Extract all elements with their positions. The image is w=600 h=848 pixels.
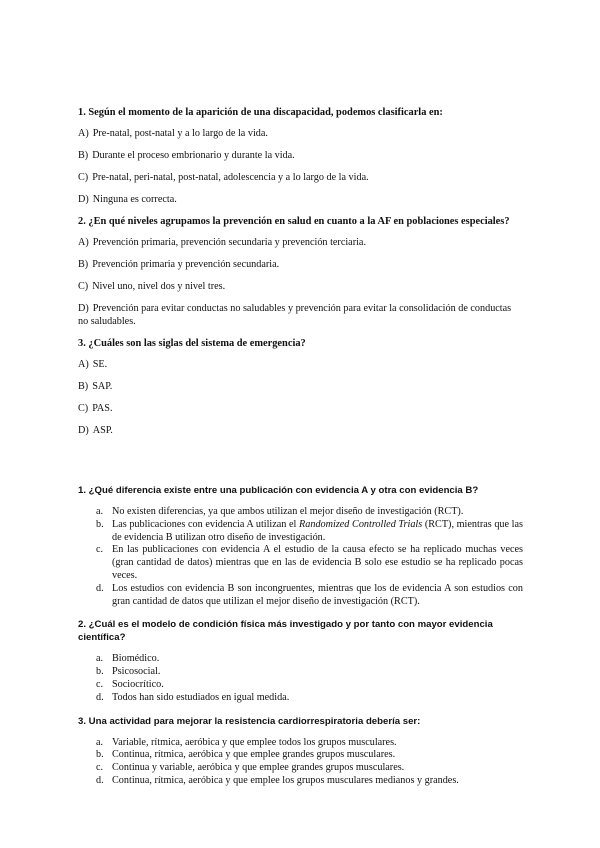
question-block	[78, 715, 523, 788]
question-block	[78, 484, 523, 608]
answer-option: b. Psicosocial.	[96, 666, 161, 678]
question-text: 2. ¿Cuál es el modelo de condición física más investigado y por tanto con mayor evidencia científica?	[78, 619, 493, 644]
answer-option: C) PAS.	[78, 403, 113, 414]
answer-option: b. Continua, rítmica, aeróbica y que emplee grandes grupos musculares.	[96, 749, 396, 761]
question-block	[78, 106, 523, 206]
question-text: 3. ¿Cuáles son las siglas del sistema de emergencia?	[78, 338, 306, 349]
answer-option: B) Prevención primaria y prevención secundaria.	[78, 259, 280, 270]
question-text: 1. ¿Qué diferencia existe entre una publicación con evidencia A y otra con evidencia B?	[78, 485, 479, 496]
question-text: 3. Una actividad para mejorar la resistencia cardiorrespiratoria debería ser:	[78, 715, 421, 727]
question-block	[78, 215, 523, 328]
answer-list	[78, 653, 523, 704]
answer-option: d. Continua, rítmica, aeróbica y que emplee los grupos musculares medianos y grandes.	[96, 774, 459, 786]
answer-option: D) ASP.	[78, 425, 113, 436]
answer-option: a. Variable, rítmica, aeróbica y que emplee todos los grupos musculares.	[96, 736, 397, 748]
quiz-section-1	[78, 106, 523, 446]
answer-option: c. Sociocrítico.	[96, 678, 164, 690]
quiz-section-2	[78, 484, 523, 798]
answer-option: A) SE.	[78, 359, 108, 370]
answer-option: a. Biomédico.	[96, 653, 160, 665]
question-text: 1. Según el momento de la aparición de una discapacidad, podemos clasificarla en:	[78, 107, 443, 118]
answer-option: a. No existen diferencias, ya que ambos utilizan el mejor diseño de investigación (RCT).	[96, 506, 464, 517]
question-block	[78, 337, 523, 437]
answer-option: A) Prevención primaria, prevención secundaria y prevención terciaria.	[78, 237, 366, 248]
answer-option: B) Durante el proceso embrionario y durante la vida.	[78, 150, 295, 161]
answer-list	[78, 506, 523, 608]
answer-option: D) Prevención para evitar conductas no saludables y prevención para evitar la consolidación de conductas no saludables.	[78, 303, 512, 327]
answer-option: D) Ninguna es correcta.	[78, 194, 177, 205]
answer-option: c. En las publicaciones con evidencia A el estudio de la causa efecto se ha replicado muchas veces (gran cantidad de datos) mientras que en las de evidencia B solo ese estudio se ha replicado pocas veces.	[96, 544, 523, 581]
question-text: 2. ¿En qué niveles agrupamos la prevención en salud en cuanto a la AF en poblaciones especiales?	[78, 216, 510, 227]
answer-option: d. Todos han sido estudiados en igual medida.	[96, 691, 290, 703]
answer-option: b. Las publicaciones con evidencia A utilizan el Randomized Controlled Trials (RCT), mientras que las de evidencia B utilizan otro diseño de investigación.	[96, 518, 523, 543]
answer-option: C) Nivel uno, nivel dos y nivel tres.	[78, 281, 226, 292]
question-block	[78, 618, 523, 704]
answer-option: A) Pre-natal, post-natal y a lo largo de la vida.	[78, 128, 268, 139]
answer-list	[78, 737, 523, 788]
answer-option: c. Continua y variable, aeróbica y que emplee grandes grupos musculares.	[96, 762, 405, 774]
answer-option: B) SAP.	[78, 381, 113, 392]
answer-option: d. Los estudios con evidencia B son incongruentes, mientras que los de evidencia A son estudios con gran cantidad de datos que utilizan el mejor diseño de investigación (RCT).	[96, 582, 523, 607]
answer-option: C) Pre-natal, peri-natal, post-natal, adolescencia y a lo largo de la vida.	[78, 172, 369, 183]
